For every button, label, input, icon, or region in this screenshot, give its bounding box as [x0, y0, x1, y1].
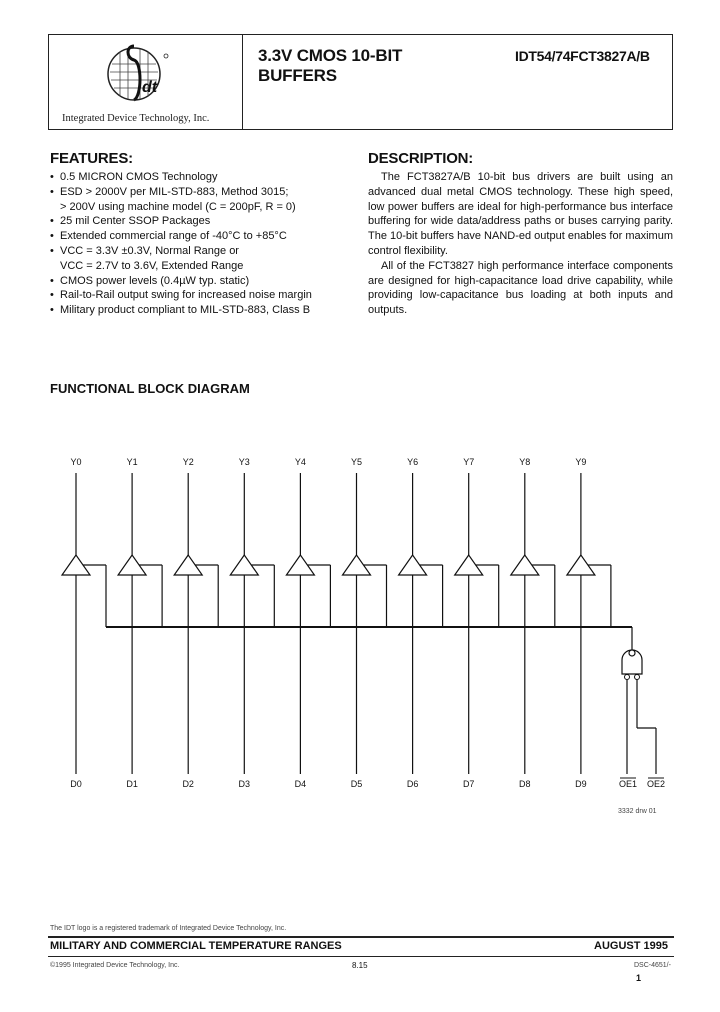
sheet-number: 1	[636, 973, 642, 983]
trademark-note: The IDT logo is a registered trademark of Integrated Device Technology, Inc.	[50, 925, 287, 932]
feature-item: VCC = 2.7V to 3.6V, Extended Range	[60, 259, 244, 272]
input-label: D9	[575, 779, 587, 789]
output-label: Y6	[407, 457, 419, 467]
feature-item: • Military product compliant to MIL-STD-883, Class B	[50, 303, 355, 318]
description-heading: DESCRIPTION:	[368, 150, 474, 167]
diagram-title: FUNCTIONAL BLOCK DIAGRAM	[50, 381, 250, 396]
title-line-2: BUFFERS	[258, 66, 337, 85]
idt-logo-icon	[104, 40, 184, 120]
input-label: D3	[238, 779, 251, 789]
footer-rule-thin	[48, 956, 674, 957]
title-line-1: 3.3V CMOS 10-BIT	[258, 46, 403, 65]
output-label: Y0	[70, 457, 82, 467]
feature-item: • Extended commercial range of -40°C to +85°C	[50, 229, 355, 244]
feature-item: • CMOS power levels (0.4µW typ. static)	[50, 274, 355, 289]
nand-input-bubble	[625, 675, 630, 680]
oe2-label: OE2	[646, 779, 666, 789]
output-label: Y5	[350, 457, 363, 467]
header-divider	[242, 34, 243, 130]
input-label: D1	[126, 779, 138, 789]
input-label: D5	[350, 779, 363, 789]
input-label: D0	[70, 779, 82, 789]
feature-item: • 0.5 MICRON CMOS Technology	[50, 170, 355, 185]
footer-rule	[48, 936, 674, 938]
feature-item: • Rail-to-Rail output swing for increased noise margin	[50, 288, 355, 303]
description-body	[368, 170, 673, 318]
input-label: D2	[182, 779, 194, 789]
feature-item: • 25 mil Center SSOP Packages	[50, 214, 355, 229]
company-name: Integrated Device Technology, Inc.	[62, 113, 210, 124]
figure-id: 3332 drw 01	[618, 808, 657, 815]
feature-item: • VCC = 3.3V ±0.3V, Normal Range or	[50, 244, 355, 259]
description-paragraph: The FCT3827A/B 10-bit bus drivers are built using an advanced dual metal CMOS technology. These high speed, low power buffers are ideal for high-performance bus interface buffering for wide data/address paths or buses carrying parity. The 10-bit buffers have NAND-ed output enables for maximum control flexibility.	[368, 171, 673, 257]
feature-item: • ESD > 2000V per MIL-STD-883, Method 3015;	[50, 185, 355, 200]
output-label: Y1	[126, 457, 138, 467]
features-heading: FEATURES:	[50, 150, 133, 167]
oe1-label: OE1	[618, 779, 638, 789]
output-label: Y4	[294, 457, 306, 467]
output-label: Y7	[463, 457, 475, 467]
output-label: Y2	[182, 457, 194, 467]
document-title	[258, 46, 402, 86]
input-label: D7	[462, 779, 475, 789]
output-label: Y9	[575, 457, 587, 467]
description-paragraph: All of the FCT3827 high performance interface components are designed for high-capacitance load drive capability, while providing low-capacitance bus loading at both inputs and outputs.	[368, 259, 673, 317]
output-label: Y8	[519, 457, 531, 467]
input-label: D8	[519, 779, 531, 789]
input-label: D4	[294, 779, 307, 789]
doc-number: DSC-4651/-	[634, 962, 671, 969]
logo-text: dt	[142, 79, 158, 96]
copyright: ©1995 Integrated Device Technology, Inc.	[50, 962, 180, 969]
block-diagram	[0, 440, 720, 810]
output-label: Y3	[238, 457, 250, 467]
nand-bubble	[629, 650, 635, 656]
feature-item: > 200V using machine model (C = 200pF, R = 0)	[60, 200, 296, 213]
publication-date: AUGUST 1995	[594, 940, 668, 952]
temperature-ranges: MILITARY AND COMMERCIAL TEMPERATURE RANGES	[50, 940, 342, 952]
nand-input-bubble	[635, 675, 640, 680]
features-list	[50, 170, 355, 318]
input-label: D6	[406, 779, 419, 789]
page-section: 8.15	[352, 961, 368, 970]
part-number: IDT54/74FCT3827A/B	[515, 48, 650, 64]
